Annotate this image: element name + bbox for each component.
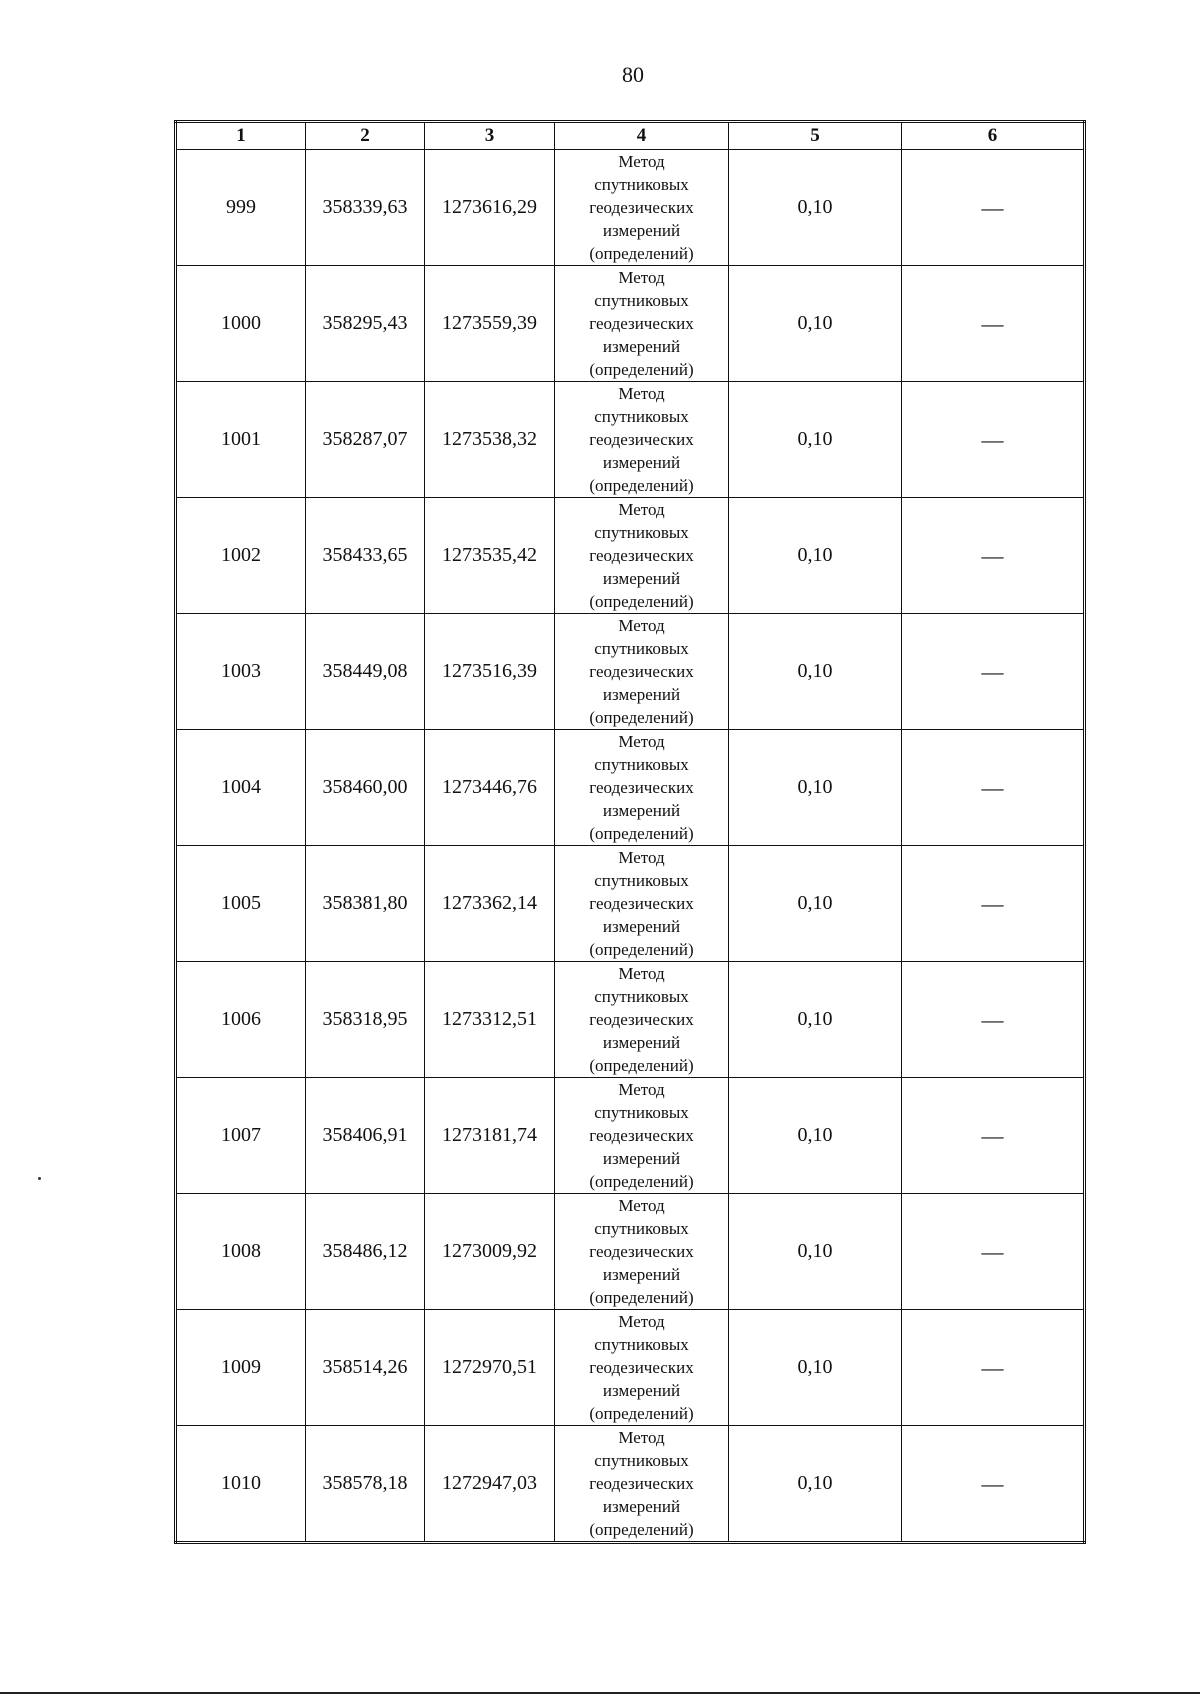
cell-accuracy: 0,10	[729, 962, 902, 1078]
table-row	[176, 1078, 1085, 1194]
cell-note: —	[902, 1310, 1085, 1426]
cell-point-number: 999	[176, 150, 306, 266]
cell-note: —	[902, 382, 1085, 498]
table-row	[176, 730, 1085, 846]
cell-accuracy: 0,10	[729, 1078, 902, 1194]
cell-method: Метод спутниковых геодезических измерений (определений)	[555, 1310, 729, 1426]
cell-point-number: 1005	[176, 846, 306, 962]
table-row	[176, 1194, 1085, 1310]
cell-y-coordinate: 1273538,32	[425, 382, 555, 498]
cell-note: —	[902, 498, 1085, 614]
cell-note: —	[902, 846, 1085, 962]
cell-note: —	[902, 614, 1085, 730]
cell-x-coordinate: 358486,12	[306, 1194, 425, 1310]
cell-x-coordinate: 358449,08	[306, 614, 425, 730]
cell-accuracy: 0,10	[729, 1194, 902, 1310]
header-col-5: 5	[729, 122, 902, 150]
cell-y-coordinate: 1273616,29	[425, 150, 555, 266]
cell-y-coordinate: 1273181,74	[425, 1078, 555, 1194]
cell-x-coordinate: 358381,80	[306, 846, 425, 962]
table-row	[176, 1426, 1085, 1543]
table-row	[176, 1310, 1085, 1426]
cell-method: Метод спутниковых геодезических измерений (определений)	[555, 1078, 729, 1194]
table-row	[176, 266, 1085, 382]
cell-point-number: 1000	[176, 266, 306, 382]
header-col-4: 4	[555, 122, 729, 150]
cell-method: Метод спутниковых геодезических измерений (определений)	[555, 614, 729, 730]
scan-bottom-edge	[0, 1692, 1200, 1694]
cell-point-number: 1003	[176, 614, 306, 730]
cell-x-coordinate: 358514,26	[306, 1310, 425, 1426]
cell-method: Метод спутниковых геодезических измерений (определений)	[555, 382, 729, 498]
cell-method: Метод спутниковых геодезических измерений (определений)	[555, 962, 729, 1078]
cell-x-coordinate: 358460,00	[306, 730, 425, 846]
cell-x-coordinate: 358339,63	[306, 150, 425, 266]
cell-method: Метод спутниковых геодезических измерений (определений)	[555, 266, 729, 382]
cell-point-number: 1010	[176, 1426, 306, 1543]
cell-x-coordinate: 358287,07	[306, 382, 425, 498]
coordinates-table	[174, 120, 1086, 1544]
cell-note: —	[902, 266, 1085, 382]
cell-x-coordinate: 358578,18	[306, 1426, 425, 1543]
cell-y-coordinate: 1272970,51	[425, 1310, 555, 1426]
cell-note: —	[902, 1078, 1085, 1194]
cell-point-number: 1002	[176, 498, 306, 614]
cell-accuracy: 0,10	[729, 150, 902, 266]
cell-accuracy: 0,10	[729, 498, 902, 614]
cell-accuracy: 0,10	[729, 846, 902, 962]
table-row	[176, 962, 1085, 1078]
header-col-2: 2	[306, 122, 425, 150]
cell-method: Метод спутниковых геодезических измерений (определений)	[555, 730, 729, 846]
cell-method: Метод спутниковых геодезических измерений (определений)	[555, 150, 729, 266]
table-row	[176, 846, 1085, 962]
cell-y-coordinate: 1272947,03	[425, 1426, 555, 1543]
header-col-3: 3	[425, 122, 555, 150]
cell-note: —	[902, 730, 1085, 846]
cell-point-number: 1008	[176, 1194, 306, 1310]
header-row	[176, 122, 1085, 150]
cell-note: —	[902, 150, 1085, 266]
table-row	[176, 150, 1085, 266]
cell-point-number: 1007	[176, 1078, 306, 1194]
table-header	[176, 122, 1085, 150]
cell-note: —	[902, 962, 1085, 1078]
cell-method: Метод спутниковых геодезических измерений (определений)	[555, 498, 729, 614]
scan-speck	[38, 1177, 41, 1180]
cell-y-coordinate: 1273446,76	[425, 730, 555, 846]
cell-point-number: 1006	[176, 962, 306, 1078]
cell-note: —	[902, 1426, 1085, 1543]
table-row	[176, 614, 1085, 730]
cell-accuracy: 0,10	[729, 614, 902, 730]
cell-x-coordinate: 358433,65	[306, 498, 425, 614]
cell-point-number: 1009	[176, 1310, 306, 1426]
cell-accuracy: 0,10	[729, 730, 902, 846]
cell-accuracy: 0,10	[729, 1310, 902, 1426]
cell-note: —	[902, 1194, 1085, 1310]
cell-accuracy: 0,10	[729, 266, 902, 382]
header-col-6: 6	[902, 122, 1085, 150]
cell-y-coordinate: 1273516,39	[425, 614, 555, 730]
cell-method: Метод спутниковых геодезических измерений (определений)	[555, 1426, 729, 1543]
cell-point-number: 1004	[176, 730, 306, 846]
cell-point-number: 1001	[176, 382, 306, 498]
table-body	[176, 150, 1085, 1543]
cell-x-coordinate: 358295,43	[306, 266, 425, 382]
cell-method: Метод спутниковых геодезических измерений (определений)	[555, 1194, 729, 1310]
cell-y-coordinate: 1273535,42	[425, 498, 555, 614]
page-number: 80	[622, 62, 644, 87]
table-row	[176, 382, 1085, 498]
cell-y-coordinate: 1273009,92	[425, 1194, 555, 1310]
table-row	[176, 498, 1085, 614]
cell-y-coordinate: 1273559,39	[425, 266, 555, 382]
cell-y-coordinate: 1273312,51	[425, 962, 555, 1078]
cell-x-coordinate: 358406,91	[306, 1078, 425, 1194]
cell-y-coordinate: 1273362,14	[425, 846, 555, 962]
header-col-1: 1	[176, 122, 306, 150]
cell-accuracy: 0,10	[729, 382, 902, 498]
cell-x-coordinate: 358318,95	[306, 962, 425, 1078]
cell-accuracy: 0,10	[729, 1426, 902, 1543]
cell-method: Метод спутниковых геодезических измерений (определений)	[555, 846, 729, 962]
